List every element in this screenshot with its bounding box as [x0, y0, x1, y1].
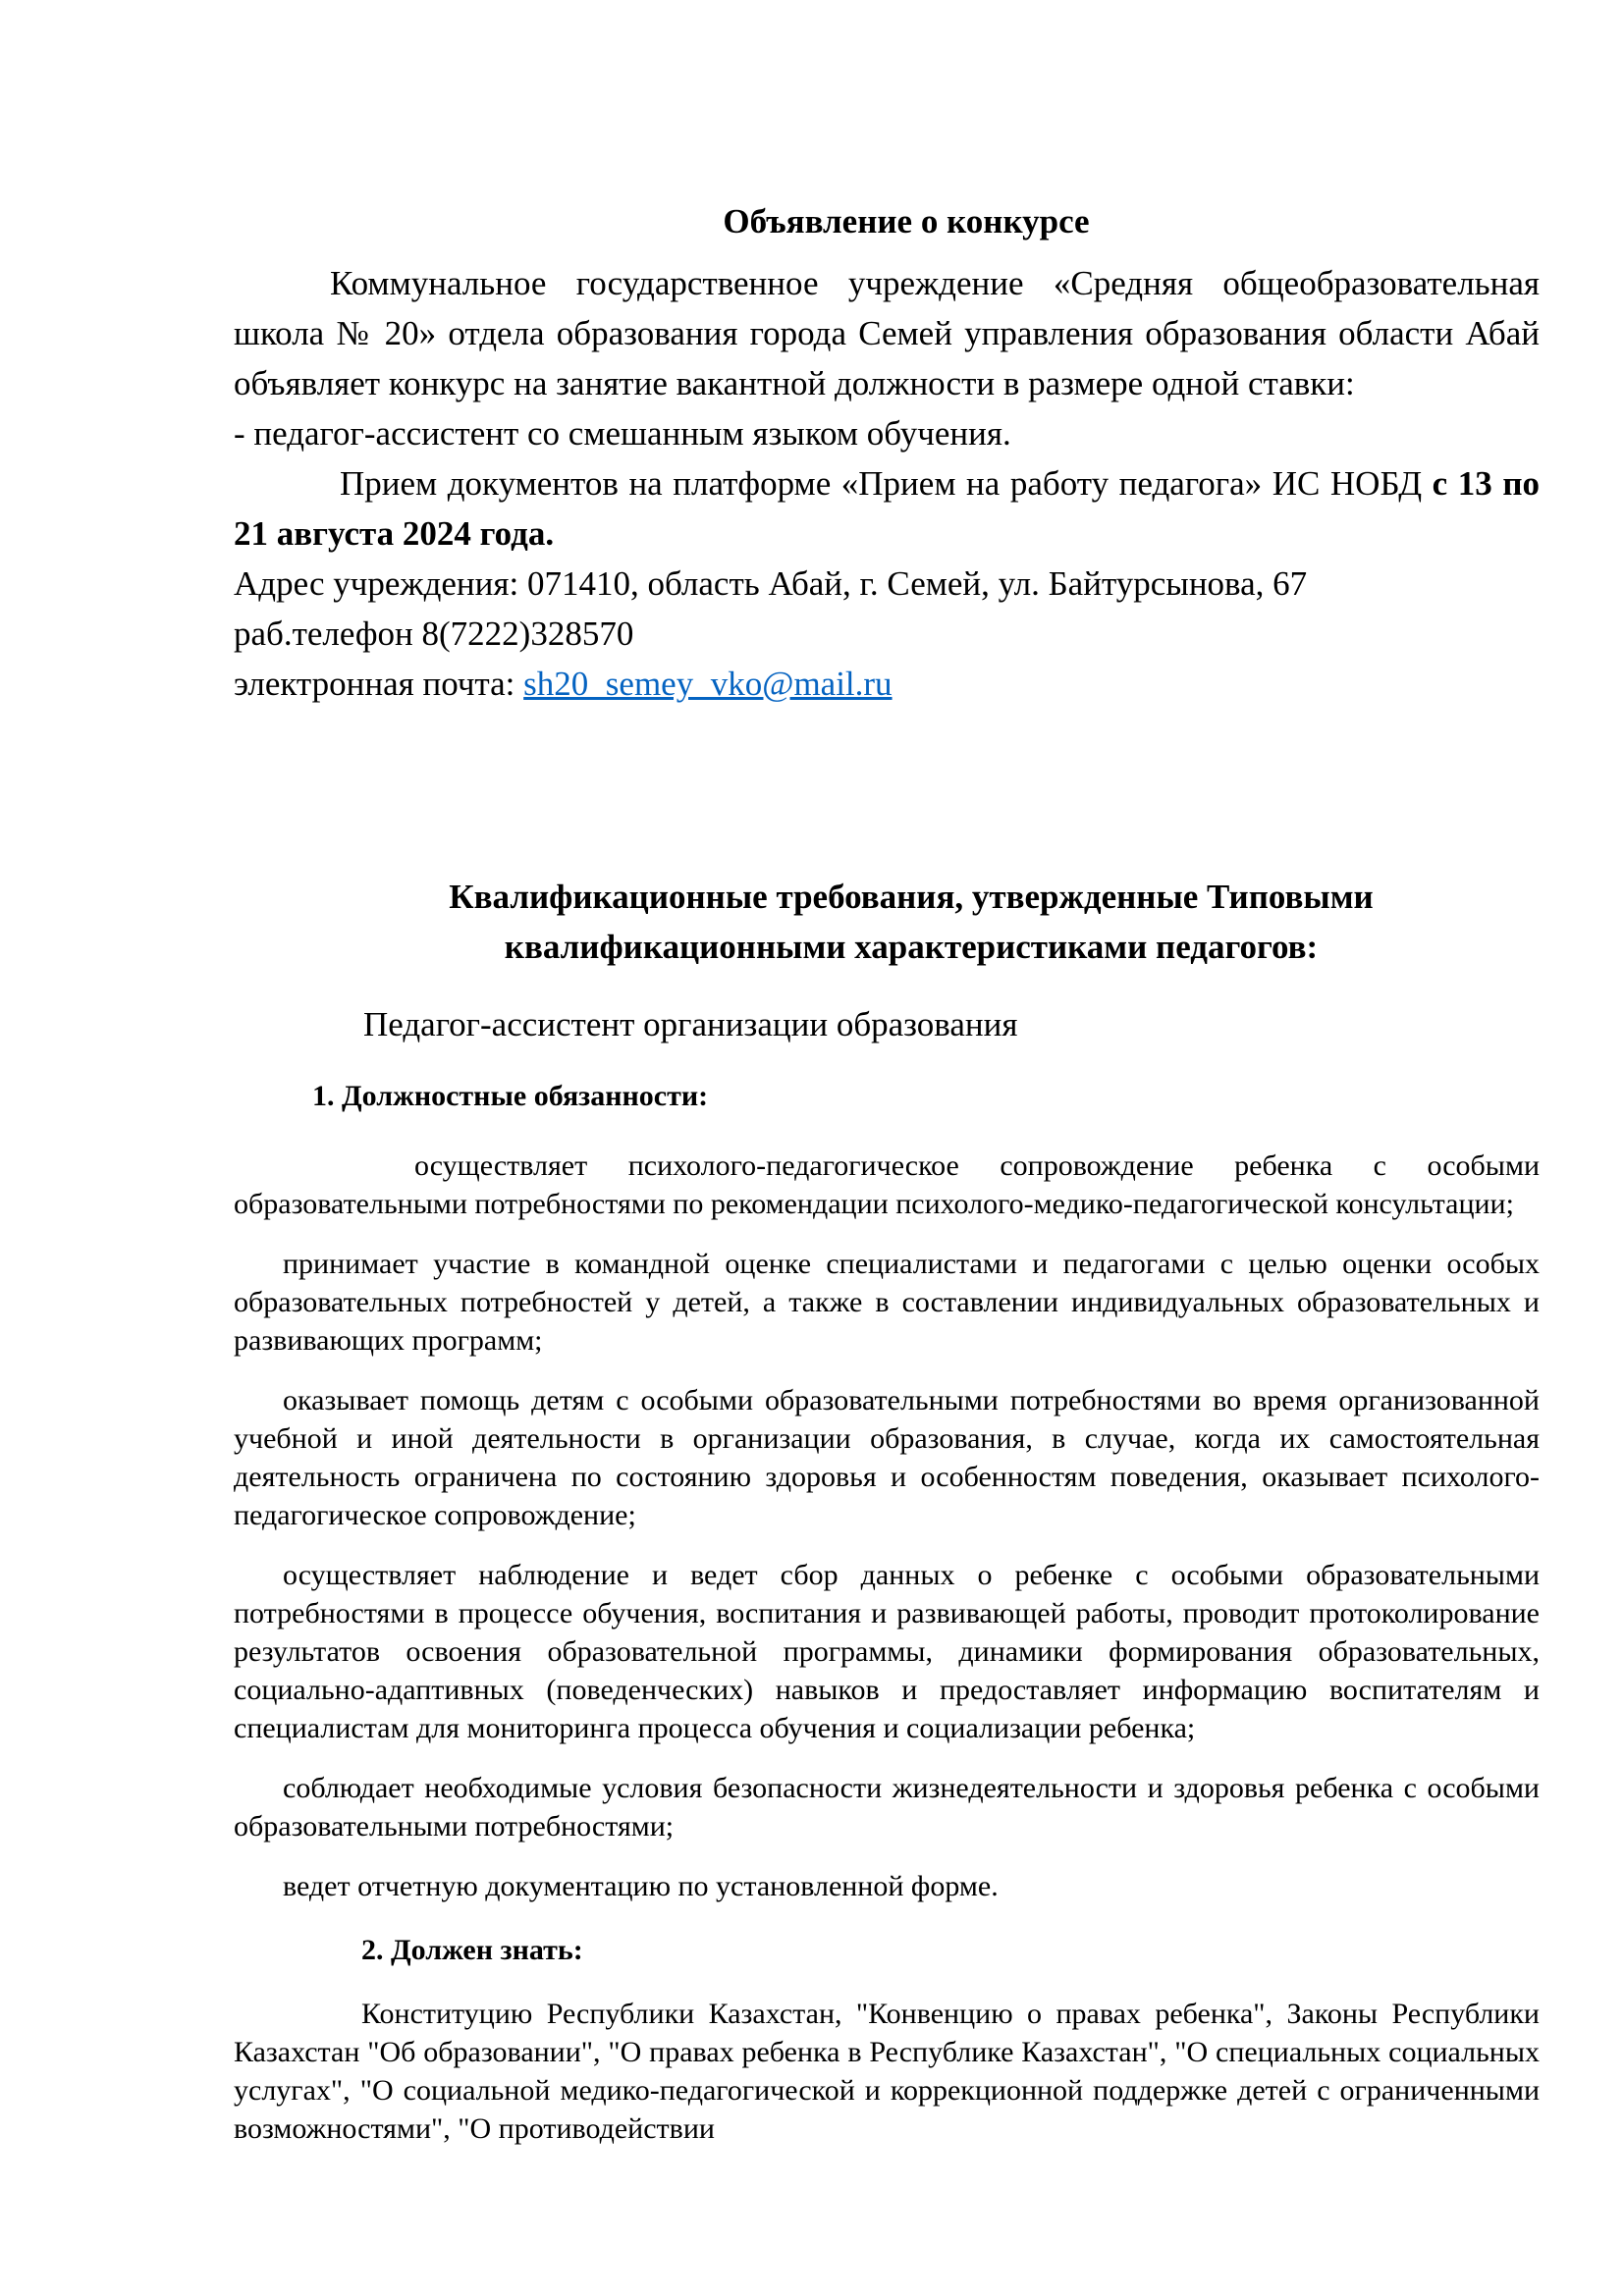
duty-item: принимает участие в командной оценке специалистами и педагогами с целью оценки особых образовательных потребностей у детей, а также в составлении индивидуальных образовательных и развивающих программ; — [234, 1248, 1540, 1357]
intro-paragraph: Коммунальное государственное учреждение «Средняя общеобразовательная школа № 20» отдела образования города Семей управления образования области Абай объявляет конкурс на занятие вакантной должности в размере одной ставки: — [234, 264, 1540, 402]
duty-item: соблюдает необходимые условия безопасности жизнедеятельности и здоровья ребенка с особыми образовательными потребностями; — [234, 1772, 1540, 1842]
know-paragraph: Конституцию Республики Казахстан, "Конвенцию о правах ребенка", Законы Республики Казахстан "Об образовании", "О правах ребенка в Республике Казахстан", "О специальных социальных услугах", "О социальной медико-педагогической и коррекционной поддержке детей с ограниченными возможностями", "О противодействии — [234, 1998, 1540, 2145]
email-link[interactable]: sh20_semey_vko@mail.ru — [523, 665, 893, 703]
docs-intake-paragraph — [234, 458, 1540, 559]
duty-item: осуществляет наблюдение и ведет сбор данных о ребенке с особыми образовательными потребностями в процессе обучения, воспитания и развивающей работы, проводит протоколирование результатов освоения образовательной программы, динамики формирования образовательных, социально-адаптивных (поведенческих) навыков и предоставляет информацию воспитателям и специалистам для мониторинга процесса обучения и социализации ребенка; — [234, 1559, 1540, 1744]
qualification-block — [234, 872, 1540, 2148]
announcement-block — [234, 196, 1540, 709]
document-title: Объявление о конкурсе — [723, 202, 1090, 240]
section2-heading: 2. Должен знать: — [361, 1934, 583, 1966]
duty-item: осуществляет психолого-педагогическое сопровождение ребенка с особыми образовательными потребностями по рекомендации психолого-медико-педагогической консультации; — [234, 1149, 1540, 1220]
address-line: Адрес учреждения: 071410, область Абай, г. Семей, ул. Байтурсынова, 67 — [234, 564, 1308, 603]
duty-item: ведет отчетную документацию по установленной форме. — [283, 1870, 999, 1902]
email-line — [234, 659, 1540, 709]
phone-line: раб.телефон 8(7222)328570 — [234, 614, 634, 653]
email-label: электронная почта: — [234, 665, 524, 703]
duties-list — [234, 1147, 1540, 1905]
docs-intake-prefix: Прием документов на платформе «Прием на работу педагога» ИС НОБД — [340, 464, 1433, 503]
docs-intake-dates: с 13 по 21 августа 2024 года. — [234, 464, 1540, 553]
qualification-heading: Квалификационные требования, утвержденные Типовыми квалификационными характеристиками педагогов: — [449, 878, 1374, 966]
duty-item: оказывает помощь детям с особыми образовательными потребностями во время организованной учебной и иной деятельности в организации образования, в случае, когда их самостоятельная деятельность ограничена по состоянию здоровья и особенностям поведения, оказывает психолого-педагогическое сопровождение; — [234, 1384, 1540, 1531]
section1-heading: 1. Должностные обязанности: — [312, 1080, 709, 1112]
position-item: - педагог-ассистент со смешанным языком обучения. — [234, 414, 1011, 453]
role-title: Педагог-ассистент организации образования — [363, 1005, 1018, 1043]
